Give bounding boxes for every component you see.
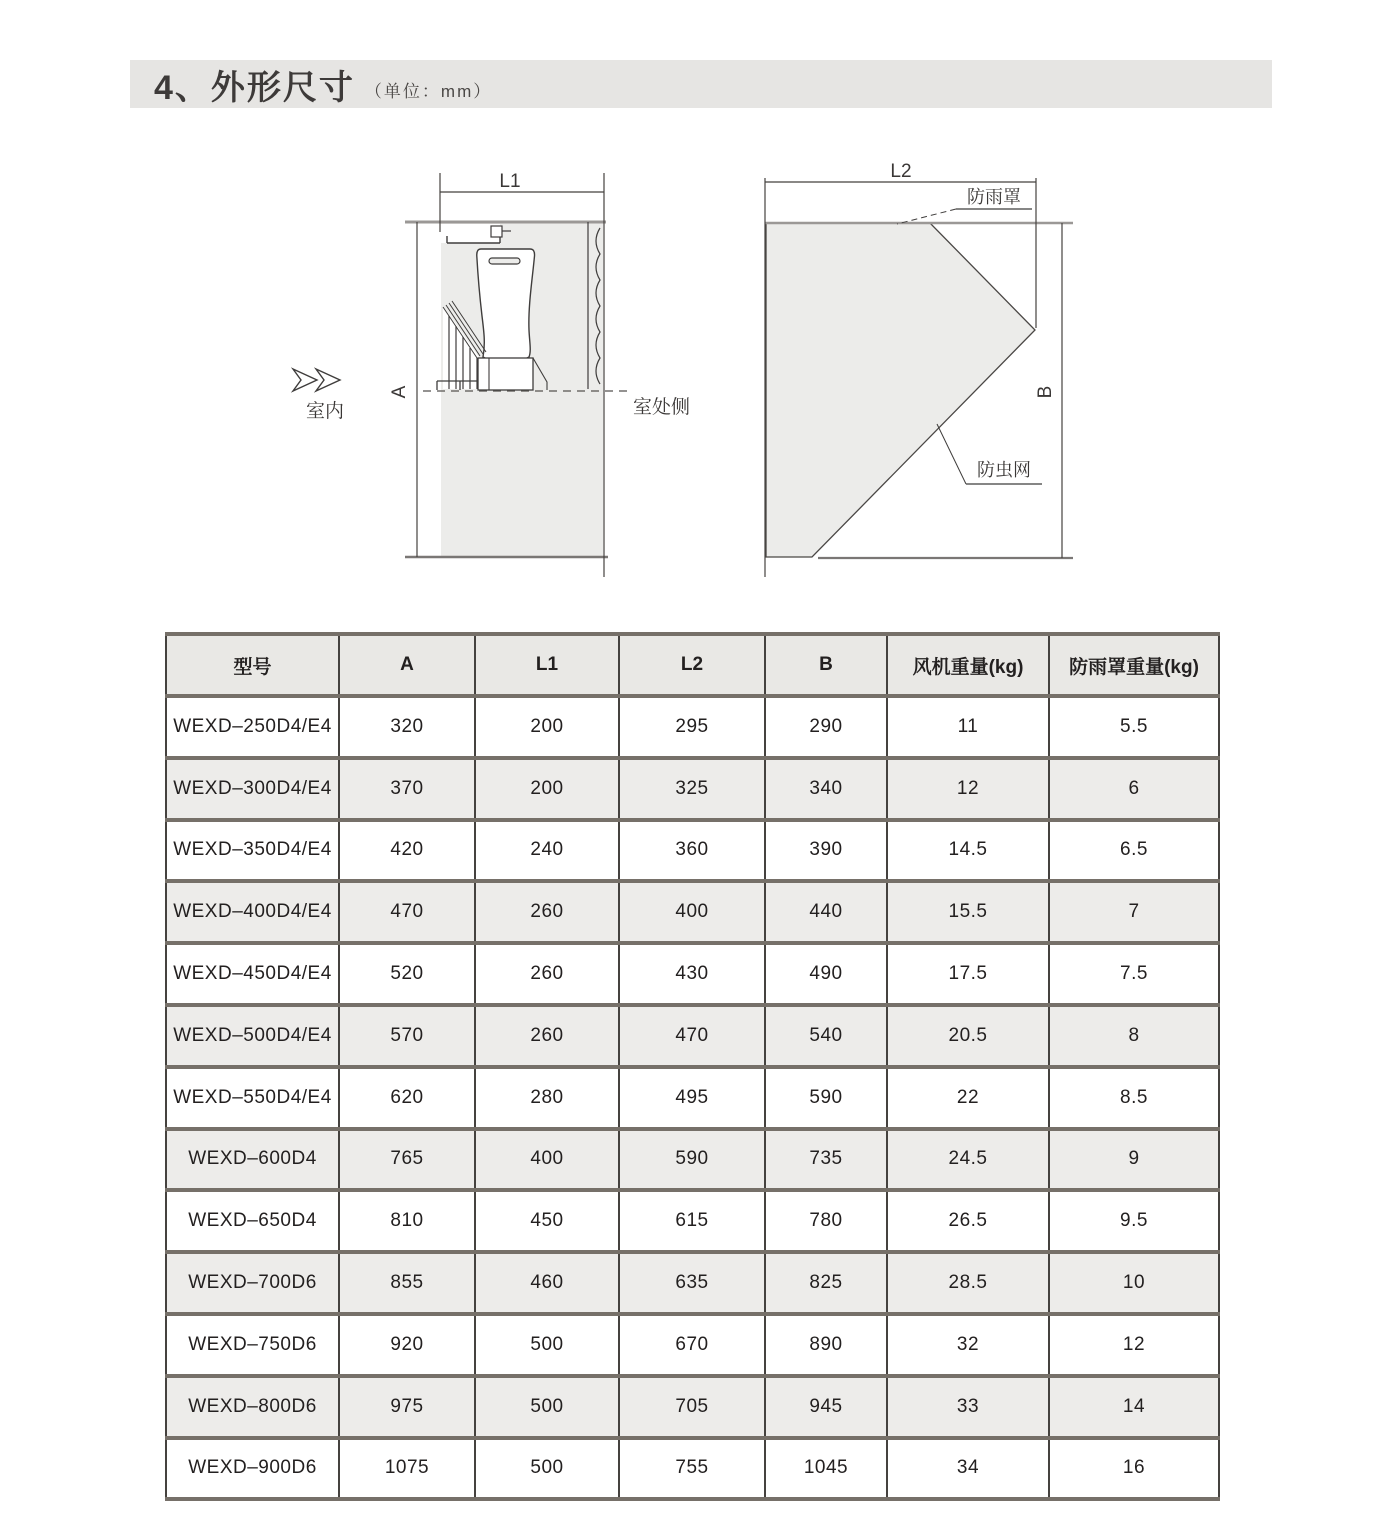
value-cell: 500	[475, 1314, 619, 1376]
value-cell: 780	[765, 1190, 887, 1252]
model-cell: WEXD–750D6	[166, 1314, 339, 1376]
value-cell: 975	[339, 1376, 475, 1438]
header-cell: 防雨罩重量(kg)	[1049, 634, 1219, 696]
value-cell: 12	[887, 758, 1049, 820]
value-cell: 755	[619, 1438, 765, 1500]
value-cell: 420	[339, 820, 475, 882]
hood-view-diagram	[765, 161, 1073, 577]
fan-base	[478, 358, 533, 390]
model-cell: WEXD–400D4/E4	[166, 881, 339, 943]
value-cell: 260	[475, 881, 619, 943]
value-cell: 400	[475, 1129, 619, 1191]
section-unit-note: （单位：mm）	[364, 81, 493, 101]
value-cell: 290	[765, 696, 887, 758]
value-cell: 440	[765, 881, 887, 943]
value-cell: 200	[475, 758, 619, 820]
value-cell: 920	[339, 1314, 475, 1376]
model-cell: WEXD–700D6	[166, 1252, 339, 1314]
header-cell: L2	[619, 634, 765, 696]
table-row	[166, 820, 1219, 882]
value-cell: 670	[619, 1314, 765, 1376]
value-cell: 495	[619, 1067, 765, 1129]
value-cell: 450	[475, 1190, 619, 1252]
value-cell: 260	[475, 943, 619, 1005]
motor-slot	[489, 258, 520, 264]
value-cell: 340	[765, 758, 887, 820]
table-row	[166, 1067, 1219, 1129]
model-cell: WEXD–650D4	[166, 1190, 339, 1252]
header-cell: L1	[475, 634, 619, 696]
value-cell: 12	[1049, 1314, 1219, 1376]
model-cell: WEXD–350D4/E4	[166, 820, 339, 882]
value-cell: 360	[619, 820, 765, 882]
value-cell: 16	[1049, 1438, 1219, 1500]
table-row	[166, 758, 1219, 820]
model-cell: WEXD–900D6	[166, 1438, 339, 1500]
outdoor-label: 室处侧	[633, 397, 691, 418]
side-view-diagram	[293, 171, 690, 577]
model-cell: WEXD–300D4/E4	[166, 758, 339, 820]
dim-label-b: B	[1035, 385, 1056, 399]
header-cell: A	[339, 634, 475, 696]
value-cell: 1075	[339, 1438, 475, 1500]
value-cell: 28.5	[887, 1252, 1049, 1314]
value-cell: 22	[887, 1067, 1049, 1129]
value-cell: 325	[619, 758, 765, 820]
table-row	[166, 696, 1219, 758]
table-row	[166, 1190, 1219, 1252]
model-cell: WEXD–250D4/E4	[166, 696, 339, 758]
dim-label-a: A	[389, 385, 410, 399]
indoor-label: 室内	[306, 401, 345, 422]
value-cell: 735	[765, 1129, 887, 1191]
header-cell: B	[765, 634, 887, 696]
value-cell: 280	[475, 1067, 619, 1129]
value-cell: 17.5	[887, 943, 1049, 1005]
value-cell: 20.5	[887, 1005, 1049, 1067]
value-cell: 33	[887, 1376, 1049, 1438]
dim-label-l2: L2	[890, 161, 912, 182]
value-cell: 8	[1049, 1005, 1219, 1067]
value-cell: 430	[619, 943, 765, 1005]
value-cell: 500	[475, 1438, 619, 1500]
value-cell: 9.5	[1049, 1190, 1219, 1252]
value-cell: 570	[339, 1005, 475, 1067]
table-row	[166, 1314, 1219, 1376]
value-cell: 34	[887, 1438, 1049, 1500]
table-row	[166, 1005, 1219, 1067]
value-cell: 15.5	[887, 881, 1049, 943]
value-cell: 240	[475, 820, 619, 882]
table-row	[166, 943, 1219, 1005]
model-cell: WEXD–550D4/E4	[166, 1067, 339, 1129]
value-cell: 810	[339, 1190, 475, 1252]
value-cell: 615	[619, 1190, 765, 1252]
value-cell: 260	[475, 1005, 619, 1067]
value-cell: 9	[1049, 1129, 1219, 1191]
value-cell: 295	[619, 696, 765, 758]
value-cell: 1045	[765, 1438, 887, 1500]
value-cell: 490	[765, 943, 887, 1005]
value-cell: 14.5	[887, 820, 1049, 882]
value-cell: 620	[339, 1067, 475, 1129]
insect-screen-label: 防虫网	[977, 460, 1031, 480]
value-cell: 635	[619, 1252, 765, 1314]
section-title: 4、外形尺寸	[154, 68, 355, 107]
value-cell: 765	[339, 1129, 475, 1191]
value-cell: 6.5	[1049, 820, 1219, 882]
value-cell: 470	[619, 1005, 765, 1067]
value-cell: 370	[339, 758, 475, 820]
value-cell: 500	[475, 1376, 619, 1438]
value-cell: 32	[887, 1314, 1049, 1376]
rain-cover-label: 防雨罩	[967, 187, 1021, 207]
table-row	[166, 1129, 1219, 1191]
model-cell: WEXD–600D4	[166, 1129, 339, 1191]
rain-hood-shape	[766, 223, 1035, 557]
table-row	[166, 1376, 1219, 1438]
model-cell: WEXD–500D4/E4	[166, 1005, 339, 1067]
value-cell: 24.5	[887, 1129, 1049, 1191]
value-cell: 8.5	[1049, 1067, 1219, 1129]
value-cell: 7.5	[1049, 943, 1219, 1005]
value-cell: 5.5	[1049, 696, 1219, 758]
value-cell: 200	[475, 696, 619, 758]
table-row	[166, 1438, 1219, 1500]
model-cell: WEXD–800D6	[166, 1376, 339, 1438]
value-cell: 825	[765, 1252, 887, 1314]
value-cell: 10	[1049, 1252, 1219, 1314]
value-cell: 520	[339, 943, 475, 1005]
header-cell: 风机重量(kg)	[887, 634, 1049, 696]
value-cell: 590	[765, 1067, 887, 1129]
value-cell: 540	[765, 1005, 887, 1067]
value-cell: 390	[765, 820, 887, 882]
table-row	[166, 1252, 1219, 1314]
value-cell: 400	[619, 881, 765, 943]
dim-label-l1: L1	[499, 171, 521, 192]
table-header-row	[166, 634, 1219, 696]
value-cell: 855	[339, 1252, 475, 1314]
model-cell: WEXD–450D4/E4	[166, 943, 339, 1005]
value-cell: 11	[887, 696, 1049, 758]
airflow-arrow-icon	[293, 369, 340, 391]
value-cell: 6	[1049, 758, 1219, 820]
value-cell: 890	[765, 1314, 887, 1376]
dimensions-table-container	[165, 632, 1220, 1501]
value-cell: 26.5	[887, 1190, 1049, 1252]
value-cell: 470	[339, 881, 475, 943]
motor-outline	[477, 249, 535, 359]
header-cell: 型号	[166, 634, 339, 696]
value-cell: 945	[765, 1376, 887, 1438]
value-cell: 705	[619, 1376, 765, 1438]
dimensions-table	[165, 632, 1220, 1501]
value-cell: 14	[1049, 1376, 1219, 1438]
value-cell: 590	[619, 1129, 765, 1191]
value-cell: 320	[339, 696, 475, 758]
value-cell: 7	[1049, 881, 1219, 943]
value-cell: 460	[475, 1252, 619, 1314]
insect-screen-leader	[937, 424, 966, 484]
table-row	[166, 881, 1219, 943]
